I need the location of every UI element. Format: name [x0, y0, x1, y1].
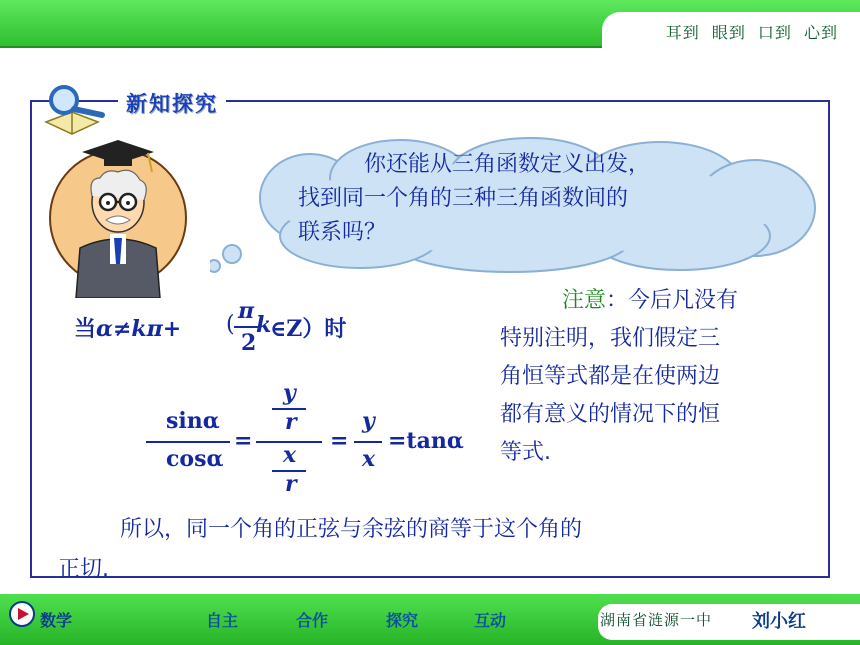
formula-x1: x	[283, 442, 297, 468]
magnifier-book-icon	[42, 82, 112, 138]
note-box	[500, 282, 818, 472]
conclusion-line-2: 正切.	[58, 557, 109, 582]
formula-cos: cosα	[166, 446, 224, 472]
nav-subject[interactable]: 数学	[40, 611, 73, 630]
condition-pi: π	[238, 298, 255, 324]
footer-school: 湖南省涟源一中	[600, 611, 713, 629]
bubble-line-2: 找到同一个角的三种三角函数间的	[298, 186, 629, 211]
footer-author: 刘小红	[752, 611, 806, 632]
formula-r1: r	[285, 409, 297, 435]
formula-y2: y	[362, 408, 375, 434]
condition-two: 2	[241, 330, 257, 356]
formula-eq-1: =	[234, 428, 253, 454]
formula-frac-main	[146, 441, 230, 443]
conclusion-line-1: 所以，同一个角的正弦与余弦的商等于这个角的	[120, 517, 583, 542]
note-keyword: 注意	[562, 288, 607, 313]
formula-r2: r	[285, 471, 297, 497]
note-line-5: 等式.	[500, 440, 551, 465]
header-slogan: 耳到 眼到 口到 心到	[665, 23, 838, 42]
bottom-bar	[0, 594, 860, 645]
nav-item-tanjiu[interactable]: 探究	[386, 611, 419, 630]
condition-paren: (	[226, 312, 235, 337]
condition-k: k	[256, 312, 272, 338]
formula-sin: sinα	[166, 408, 220, 434]
section-title: 新知探究	[118, 88, 226, 118]
condition-suffix: ∈Z）时	[270, 316, 347, 342]
condition-prefix: 当	[74, 316, 97, 342]
nav-item-zizhu[interactable]: 自主	[206, 611, 239, 630]
teacher-avatar	[48, 138, 198, 298]
formula-x2: x	[362, 446, 376, 472]
formula-eq-2: =	[330, 428, 349, 454]
note-line-3: 角恒等式都是在使两边	[500, 364, 721, 389]
conclusion-text	[58, 510, 798, 590]
formula-y1: y	[283, 380, 296, 406]
note-line-4: 都有意义的情况下的恒	[500, 402, 721, 427]
play-icon[interactable]	[8, 600, 36, 628]
condition-expr: α≠kπ+	[96, 316, 182, 342]
bubble-line-3: 联系吗？	[298, 220, 387, 245]
note-line-1: ：今后凡没有	[606, 288, 739, 313]
formula-eq-3: =tanα	[388, 428, 464, 454]
bubble-text	[298, 148, 778, 250]
formula-frac-yx	[354, 441, 382, 443]
nav-item-hezuo[interactable]: 合作	[296, 611, 329, 630]
bubble-line-1: 你还能从三角函数定义出发，	[364, 152, 651, 177]
nav-item-hudong[interactable]: 互动	[474, 611, 507, 630]
condition-text	[74, 312, 181, 343]
note-line-2: 特别注明，我们假定三	[500, 326, 721, 351]
